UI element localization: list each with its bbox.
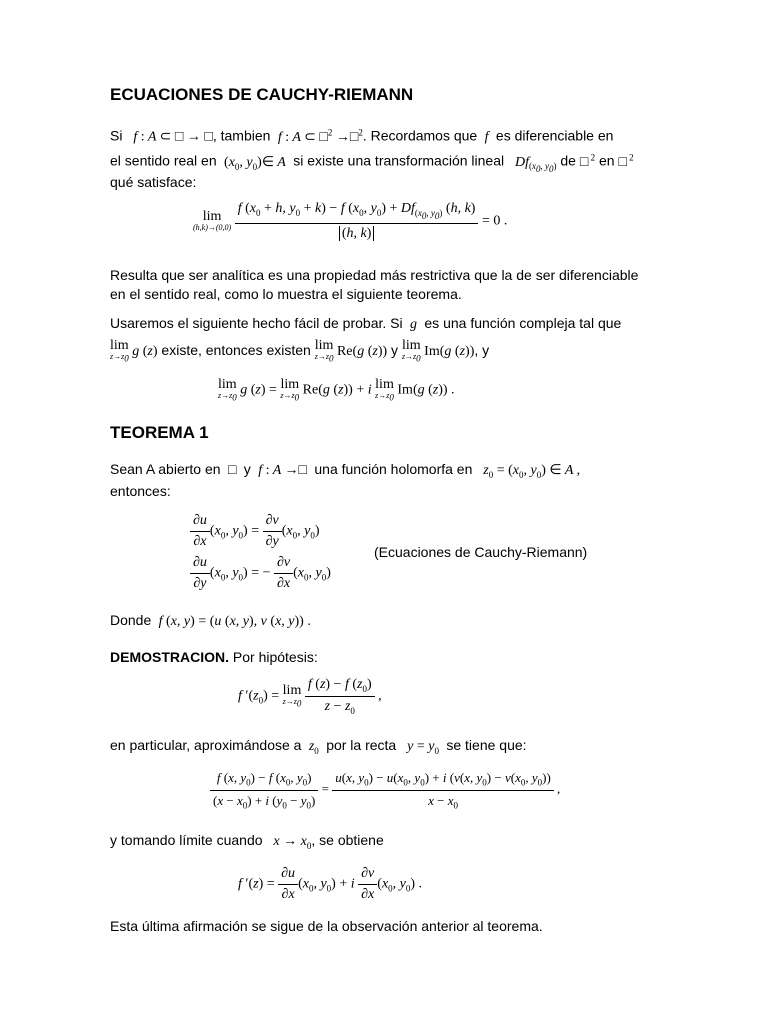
theorem-statement-line-1: Sean A abierto en □ y f : A →□ una función holomorfa en $z_0 = (x_0$, $y_0$) ∈ A , (110, 461, 581, 480)
equation-cauchy-riemann-2: $\frac{\partial u}{\partial y}$ ($x_0$, $y_0$) = − $\frac{\partial v}{\partial x}$ ($x_0$, $y_0$) (190, 555, 331, 592)
intro-line-2: el sentido real en ($x_0$, $y_0)\in$ A si existe una transformación lineal $Df_{(x_0, y_0)}$ de □ $^2$ en □ $^2$ (110, 152, 634, 175)
math-z0: $z_0 = (x_0$, $y_0$) ∈ A , (476, 463, 581, 480)
theorem-statement-line-2: entonces: (110, 483, 171, 499)
equation-derivative-result: f ′(z) = $\frac{\partial u}{\partial x}$ ($x_0$, $y_0) + i$ $\frac{\partial v}{\partial x}$ ($x_0$, $y_0$) . (238, 866, 423, 902)
intro-line-1: Si f : A ⊂ □ → □, tambien f : A ⊂ □$^2$ →□$^2$. Recordamos que f es diferenciable en (110, 127, 614, 145)
math-lim-g: lim $z\to z_0$ g (z) (110, 338, 158, 365)
text-tambien: , tambien (212, 127, 271, 144)
donde-line: Donde f (x, y) = (u (x, y), v (x, y)) . (110, 612, 311, 629)
proof-heading-line: DEMOSTRACION. Por hipótesis: (110, 649, 318, 665)
math-lim-re-g: lim $z\to z_0$ Re(g (z)) (314, 338, 388, 365)
equation-cauchy-riemann-1: $\frac{\partial u}{\partial x}$ ($x_0$, $y_0$) = $\frac{\partial v}{\partial y}$ ($x_0$, $y_0$) (190, 513, 320, 550)
equation-difference-quotient: $\frac{f (x, y_0) - f (x_0, y_0)}{(x - x_0) + i (y_0 - y_0)}$ = $\frac{u(x, y_0) - u(x_0, y_0) + i (v(x, y_0) - v(x_0, y_0))}{x - x_0}$ , (210, 770, 560, 810)
equation-limit-decomposition: lim $z\to z_0$ g (z) = lim $z\to z_0$ Re(g (z)) + i lim $z\to z_0$ Im(g (z)) . (218, 377, 455, 403)
text-recordamos: . Recordamos que (362, 127, 478, 144)
equation-derivative-definition: f $'(z_0)$ = lim $z\to z_0$ $\frac{f (z) - f (z_0)}{z - z_0}$ , (238, 677, 382, 716)
math-f-A-C-C: f : A ⊂ □ → □ (126, 129, 213, 145)
cauchy-riemann-label: (Ecuaciones de Cauchy-Riemann) (374, 544, 588, 560)
resulta-line-2: en el sentido real, como lo muestra el siguiente teorema. (110, 286, 462, 302)
math-lim-im-g: lim $z\to z_0$ Im(g (z)) (401, 338, 475, 365)
closing-remark: Esta última afirmación se sigue de la observación anterior al teorema. (110, 918, 543, 934)
usaremos-line-2: lim $z\to z_0$ g (z) existe, entonces existen lim $z\to z_0$ Re(g (z)) y lim $z\to z_0$ Im(g (z)), y (110, 338, 490, 365)
theorem-title: TEOREMA 1 (110, 423, 209, 442)
particular-line: en particular, aproximándose a $z_0$ por la recta $y = y_0$ se tiene que: (110, 737, 527, 756)
math-point-in-A: ($x_0$, $y_0)\in$ A (224, 154, 290, 172)
limit-line: y tomando límite cuando $x \to x_0$, se obtiene (110, 832, 384, 851)
proof-heading: DEMOSTRACION. (110, 649, 229, 665)
resulta-line-1: Resulta que ser analítica es una propiedad más restrictiva que la de ser diferenciable (110, 267, 639, 283)
text-si: Si (110, 127, 123, 144)
math-f-A-C: f : A →□ (254, 463, 307, 478)
usaremos-line-1: Usaremos el siguiente hecho fácil de probar. Si g es una función compleja tal que (110, 315, 622, 332)
document-title: ECUACIONES DE CAUCHY-RIEMANN (110, 85, 414, 104)
equation-differentiability-limit: lim (h,k)→(0,0) $\frac{f (x_0 + h, y_0 + k) - f (x_0, y_0) + Df_{(x_0, y_0)} (h, k)}{(h, k)}$ = 0 . (193, 201, 508, 241)
math-f-uv: f (x, y) = (u (x, y), v (x, y)) . (155, 614, 311, 629)
intro-line-3: qué satisface: (110, 174, 197, 190)
math-f-A-R2-R2: f : A ⊂ □$^2$ →□$^2$ (274, 127, 363, 145)
text-es-diferenciable: es diferenciable en (495, 127, 614, 144)
math-Df: $Df_{(x_0, y_0)}$ (508, 154, 557, 175)
